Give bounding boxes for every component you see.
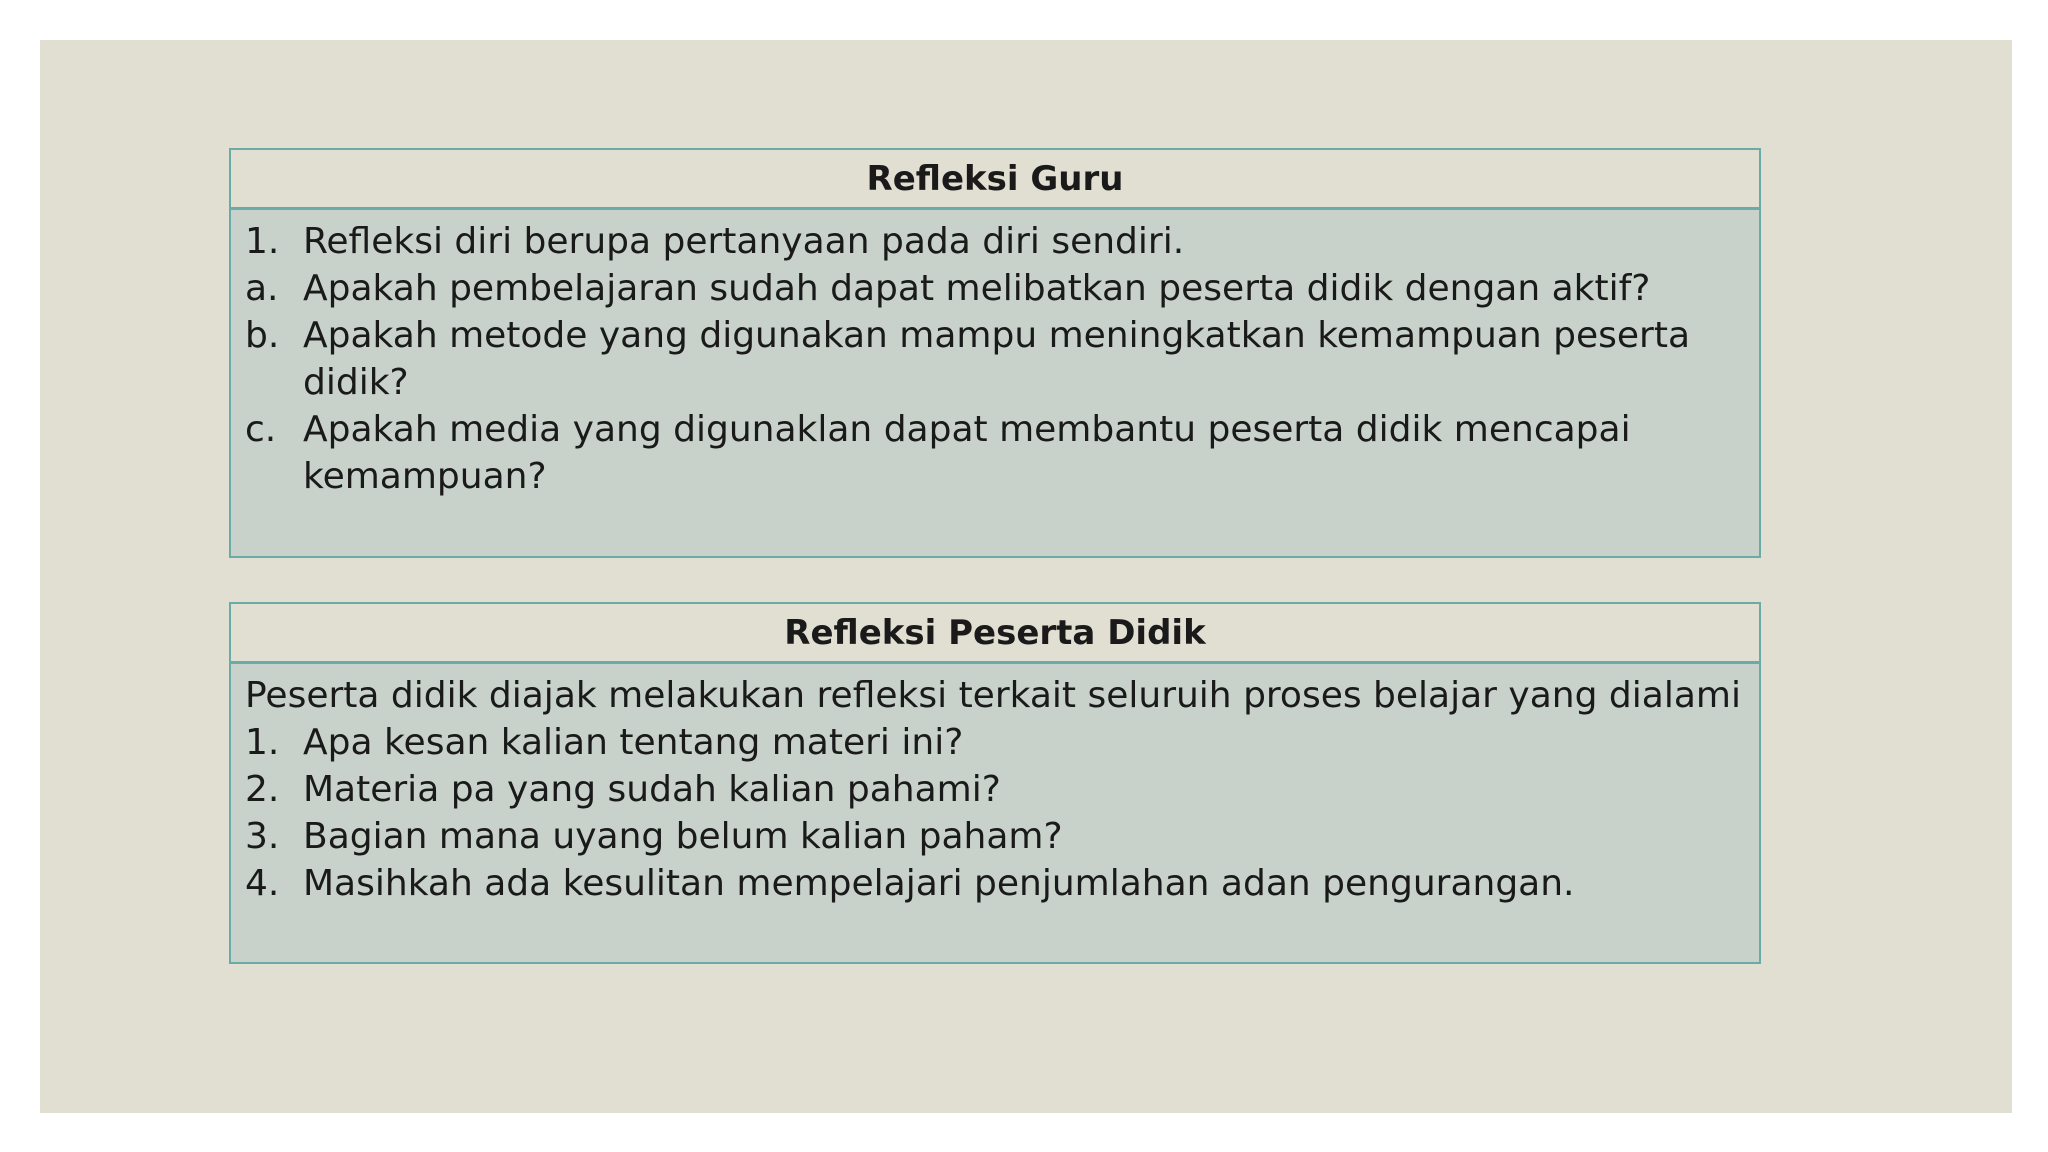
list-marker: 3. [245, 816, 280, 857]
student-reflection-intro: Peserta didik diajak melakukan refleksi terkait seluruih proses belajar yang dialami [245, 675, 1741, 716]
list-item [245, 719, 1745, 766]
list-marker: 2. [245, 769, 280, 810]
list-marker: a. [245, 268, 279, 309]
list-marker: 4. [245, 863, 280, 904]
teacher-reflection-table [229, 148, 1761, 558]
list-item-text: Masihkah ada kesulitan mempelajari penjumlahan adan pengurangan. [303, 863, 1575, 904]
list-marker: b. [245, 315, 280, 356]
list-marker: 1. [245, 722, 280, 763]
slide-background [40, 40, 2012, 1113]
student-reflection-title: Refleksi Peserta Didik [231, 604, 1759, 664]
list-marker: 1. [245, 221, 280, 262]
student-reflection-table [229, 602, 1761, 964]
list-item-text: Apakah media yang digunaklan dapat membantu peserta didik mencapai kemampuan? [303, 409, 1631, 497]
list-item [245, 860, 1745, 907]
list-item-text: Bagian mana uyang belum kalian paham? [303, 816, 1063, 857]
list-item-text: Refleksi diri berupa pertanyaan pada diri sendiri. [303, 221, 1185, 262]
list-marker: c. [245, 409, 277, 450]
student-reflection-body [231, 664, 1759, 962]
list-item [245, 312, 1745, 406]
list-item [245, 766, 1745, 813]
teacher-reflection-body [231, 210, 1759, 556]
list-item-text: Materia pa yang sudah kalian pahami? [303, 769, 1001, 810]
list-item [245, 218, 1745, 265]
list-item [245, 406, 1745, 500]
list-item-text: Apakah pembelajaran sudah dapat melibatkan peserta didik dengan aktif? [303, 268, 1651, 309]
teacher-reflection-title: Refleksi Guru [231, 150, 1759, 210]
list-item-text: Apakah metode yang digunakan mampu meningkatkan kemampuan peserta didik? [303, 315, 1691, 403]
list-item-text: Apa kesan kalian tentang materi ini? [303, 722, 964, 763]
list-item [245, 265, 1745, 312]
list-item [245, 813, 1745, 860]
